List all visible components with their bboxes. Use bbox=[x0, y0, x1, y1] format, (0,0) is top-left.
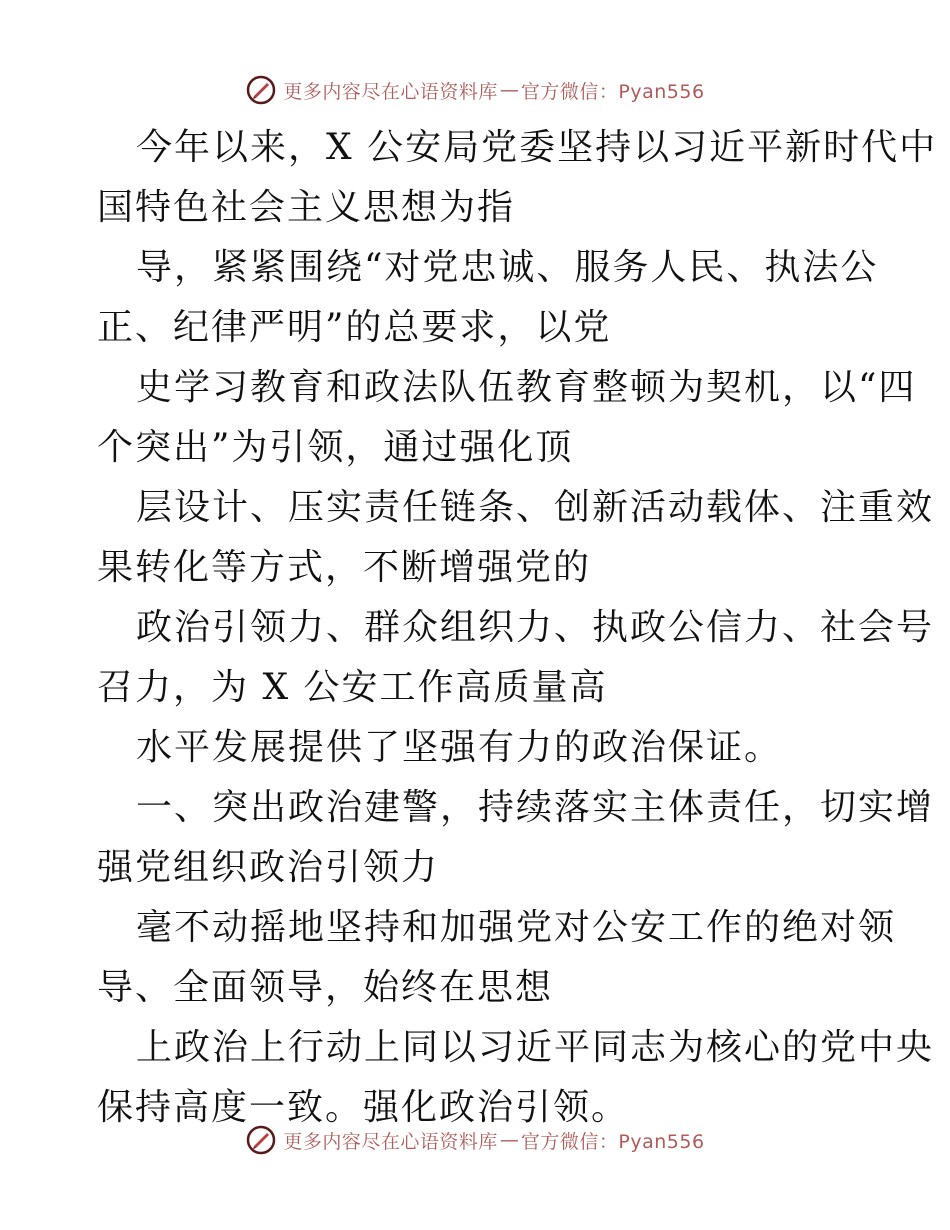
pen-logo-icon bbox=[245, 74, 277, 106]
banner-title: 更多内容尽在心语资料库 bbox=[283, 1130, 498, 1153]
body-line: 层设计、压实责任链条、创新活动载体、注重效 bbox=[136, 487, 935, 528]
banner-title: 更多内容尽在心语资料库 bbox=[283, 80, 498, 103]
section-heading-line: 强党组织政治引领力 bbox=[97, 847, 440, 888]
banner-wechat: 官方微信：Pyan556 bbox=[520, 80, 705, 103]
body-line: 今年以来，X 公安局党委坚持以习近平新时代中 bbox=[136, 127, 938, 168]
body-line: 个突出”为引领，通过强化顶 bbox=[97, 427, 574, 468]
footer-banner bbox=[0, 1120, 950, 1160]
header-banner bbox=[0, 70, 950, 110]
body-line: 政治引领力、群众组织力、执政公信力、社会号 bbox=[136, 607, 935, 648]
body-line: 正、纪律严明”的总要求，以党 bbox=[97, 307, 612, 348]
body-line: 果转化等方式，不断增强党的 bbox=[97, 547, 592, 588]
body-line: 国特色社会主义思想为指 bbox=[97, 187, 516, 228]
body-line: 史学习教育和政法队伍教育整顿为契机，以“四 bbox=[136, 367, 917, 408]
body-line: 导，紧紧围绕“对党忠诚、服务人民、执法公 bbox=[136, 247, 879, 288]
pen-logo-icon bbox=[245, 1124, 277, 1156]
body-line: 上政治上行动上同以习近平同志为核心的党中央 bbox=[136, 1027, 935, 1068]
body-line: 保持高度一致。强化政治引领。 bbox=[97, 1087, 630, 1128]
banner-wechat: 官方微信：Pyan556 bbox=[520, 1130, 705, 1153]
banner-dash: — bbox=[499, 79, 519, 101]
banner-dash: — bbox=[499, 1129, 519, 1151]
body-line: 水平发展提供了坚强有力的政治保证。 bbox=[136, 727, 783, 768]
body-line: 导、全面领导，始终在思想 bbox=[97, 967, 554, 1008]
body-line: 召力，为 X 公安工作高质量高 bbox=[97, 667, 608, 708]
body-line: 毫不动摇地坚持和加强党对公安工作的绝对领 bbox=[136, 907, 897, 948]
section-heading-line: 一、突出政治建警，持续落实主体责任，切实增 bbox=[136, 787, 935, 828]
document-body bbox=[97, 118, 938, 1138]
